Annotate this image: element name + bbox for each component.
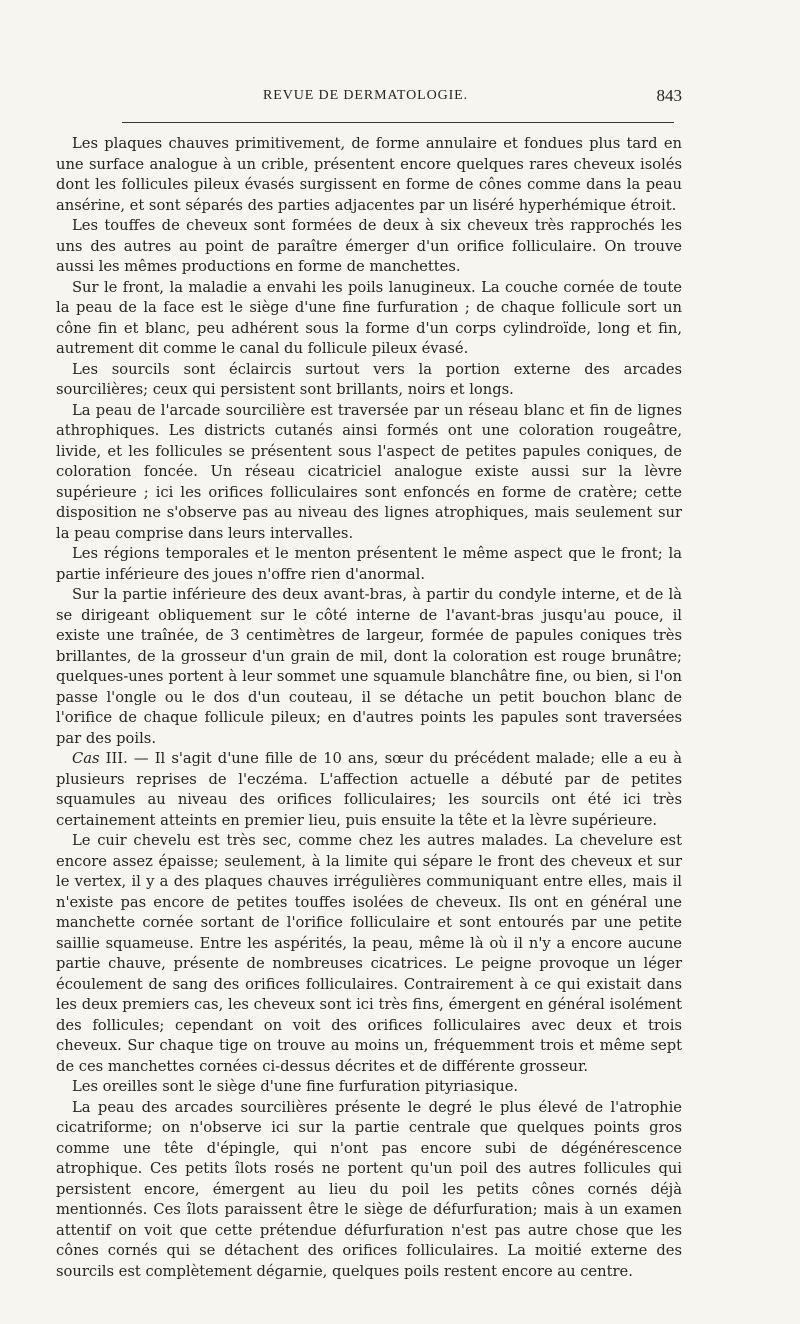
running-title: REVUE DE DERMATOLOGIE. [263,88,469,103]
page-header [56,88,682,112]
paragraph: La peau des arcades sourcilières présente le degré le plus élevé de l'atrophie cicatriforme; on n'observe ici sur la partie centrale que quelques points gros comme une tête d'épingle, qui n'ont pas encore subi de dégénérescence atrophique. Ces petits îlots rosés ne portent qu'un poil des autres follicules qui persistent encore, émergent au lieu du poil les petits cônes cornés déjà mentionnés. Ces îlots paraissent être le siège de défurfuration; mais à un examen attentif on voit que cette prétendue défurfuration n'est pas autre chose que les cônes cornés qui se détachent des orifices folliculaires. La moitié externe des sourcils est complètement dégarnie, quelques poils restent encore au centre. [56,1098,682,1280]
paragraph: Les régions temporales et le menton présentent le même aspect que le front; la partie inférieure des joues n'offre rien d'anormal. [56,545,682,583]
case-text: III. — Il s'agit d'une fille de 10 ans, sœur du précédent malade; elle a eu à plusieurs reprises de l'eczéma. L'affection actuelle a débuté par de petites squamules au niveau des orifices folliculaires; les sourcils ont été ici très certainement atteints en premier lieu, puis ensuite la tête et la lèvre supérieure. [56,750,682,829]
paragraph: La peau de l'arcade sourcilière est traversée par un réseau blanc et fin de lignes athrophiques. Les districts cutanés ainsi formés ont une coloration rougeâtre, livide, et les follicules se présentent sous l'aspect de petites papules coniques, de coloration foncée. Un réseau cicatriciel analogue existe aussi sur la lèvre supérieure ; ici les orifices folliculaires sont enfoncés en forme de cratère; cette disposition ne s'observe pas au niveau des lignes atrophiques, mais seulement sur la peau comprise dans leurs intervalles. [56,401,682,542]
article-body [56,134,682,1282]
paragraph: Le cuir chevelu est très sec, comme chez les autres malades. La chevelure est encore assez épaisse; seulement, à la limite qui sépare le front des cheveux et sur le vertex, il y a des plaques chauves irrégulières communiquant entre elles, mais il n'existe pas encore de petites touffes isolées de cheveux. Ils ont en général une manchette cornée sortant de l'orifice folliculaire et sont entourés par une petite saillie squameuse. Entre les aspérités, la peau, même là où il n'y a encore aucune partie chauve, présente de nombreuses cicatrices. Le peigne provoque un léger écoulement de sang des orifices folliculaires. Contrairement à ce qui existait dans les deux premiers cas, les cheveux sont ici très fins, émergent en général isolément des follicules; cependant on voit des orifices folliculaires avec deux et trois cheveux. Sur chaque tige on trouve au moins un, fréquemment trois et même sept de ces manchettes cornées ci-dessus décrites et de différente grosseur. [56,832,682,1075]
case-paragraph [56,749,682,831]
header-rule [122,122,674,123]
paragraph: Sur le front, la maladie a envahi les poils lanugineux. La couche cornée de toute la peau de la face est le siège d'une fine furfuration ; de chaque follicule sort un cône fin et blanc, peu adhérent sous la forme d'un corps cylindroïde, long et fin, autrement dit comme le canal du follicule pileux évasé. [56,278,682,357]
paragraph: Les plaques chauves primitivement, de forme annulaire et fondues plus tard en une surface analogue à un crible, présentent encore quelques rares cheveux isolés dont les follicules pileux évasés surgissent en forme de cônes comme dans la peau ansérine, et sont séparés des parties adjacentes par un liséré hyperhémique étroit. [56,135,682,214]
paragraph: Les touffes de cheveux sont formées de deux à six cheveux très rapprochés les uns des autres au point de paraître émerger d'un orifice folliculaire. On trouve aussi les mêmes productions en forme de manchettes. [56,217,682,275]
journal-page [56,88,682,1282]
paragraph: Les sourcils sont éclaircis surtout vers la portion externe des arcades sourcilières; ceux qui persistent sont brillants, noirs et longs. [56,360,682,398]
case-label: Cas [72,750,100,767]
paragraph: Sur la partie inférieure des deux avant-bras, à partir du condyle interne, et de là se dirigeant obliquement sur le côté interne de l'avant-bras jusqu'au pouce, il existe une traînée, de 3 centimètres de largeur, formée de papules coniques très brillantes, de la grosseur d'un grain de mil, dont la coloration est rouge brunâtre; quelques-unes portent à leur sommet une squamule blanchâtre fine, ou bien, si l'on passe l'ongle ou le dos d'un couteau, il se détache un petit bouchon blanc de l'orifice de chaque follicule pileux; en d'autres points les papules sont traversées par des poils. [56,586,682,747]
paragraph: Les oreilles sont le siège d'une fine furfuration pityriasique. [72,1078,519,1095]
page-number: 843 [656,86,682,105]
